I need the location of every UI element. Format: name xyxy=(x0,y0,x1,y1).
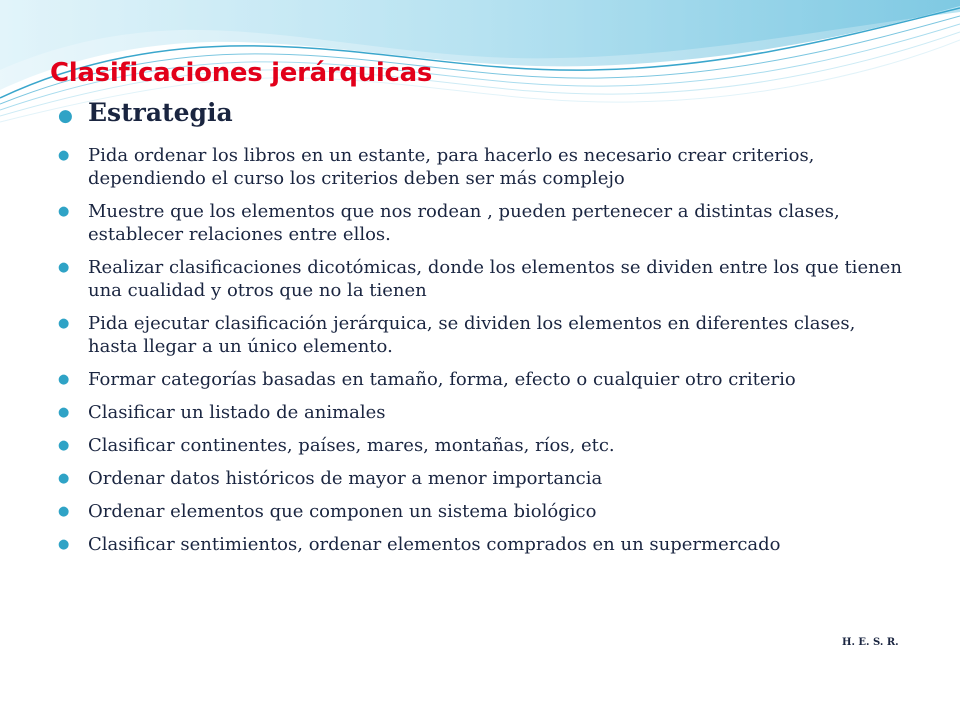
list-item-text: Pida ordenar los libros en un estante, para hacerlo es necesario crear criterios, dependiendo el curso los criterios deben ser más complejo xyxy=(88,145,815,189)
bullet-list xyxy=(58,144,908,556)
list-item-text: Muestre que los elementos que nos rodean , pueden pertenecer a distintas clases, establecer relaciones entre ellos. xyxy=(88,201,840,245)
bullet-dot-icon: ● xyxy=(58,316,70,331)
list-item xyxy=(58,533,908,556)
list-item xyxy=(58,467,908,490)
heading-row xyxy=(58,96,908,130)
list-item xyxy=(58,401,908,424)
list-item-text: Clasificar sentimientos, ordenar elementos comprados en un supermercado xyxy=(88,534,781,555)
list-item-text: Ordenar elementos que componen un sistema biológico xyxy=(88,501,597,522)
bullet-dot-icon: ● xyxy=(58,204,70,219)
bullet-dot-icon: ● xyxy=(58,537,70,552)
list-item-text: Clasificar un listado de animales xyxy=(88,402,386,423)
list-item xyxy=(58,256,908,302)
list-item xyxy=(58,200,908,246)
bullet-dot-icon: ● xyxy=(58,438,70,453)
list-item xyxy=(58,312,908,358)
list-item-text: Ordenar datos históricos de mayor a menor importancia xyxy=(88,468,603,489)
list-item xyxy=(58,368,908,391)
bullet-dot-icon: ● xyxy=(58,260,70,275)
list-item-text: Realizar clasificaciones dicotómicas, donde los elementos se dividen entre los que tienen una cualidad y otros que no la tienen xyxy=(88,257,902,301)
list-item-text: Formar categorías basadas en tamaño, forma, efecto o cualquier otro criterio xyxy=(88,369,796,390)
bullet-dot-icon: ● xyxy=(58,405,70,420)
list-item xyxy=(58,434,908,457)
author-initials: H. E. S. R. xyxy=(842,637,899,648)
list-item-text: Pida ejecutar clasificación jerárquica, se dividen los elementos en diferentes clases, hasta llegar a un único elemento. xyxy=(88,313,856,357)
bullet-dot-icon: ● xyxy=(58,148,70,163)
bullet-dot-icon: ● xyxy=(58,504,70,519)
list-item xyxy=(58,500,908,523)
bullet-dot-icon: ● xyxy=(58,372,70,387)
bullet-dot-icon: ● xyxy=(58,471,70,486)
slide-body xyxy=(58,96,908,566)
slide-title: Clasificaciones jerárquicas xyxy=(50,58,433,88)
list-item xyxy=(58,144,908,190)
list-item-text: Clasificar continentes, países, mares, montañas, ríos, etc. xyxy=(88,435,615,456)
bullet-dot-icon: ● xyxy=(58,106,73,126)
section-heading: Estrategia xyxy=(88,98,233,127)
